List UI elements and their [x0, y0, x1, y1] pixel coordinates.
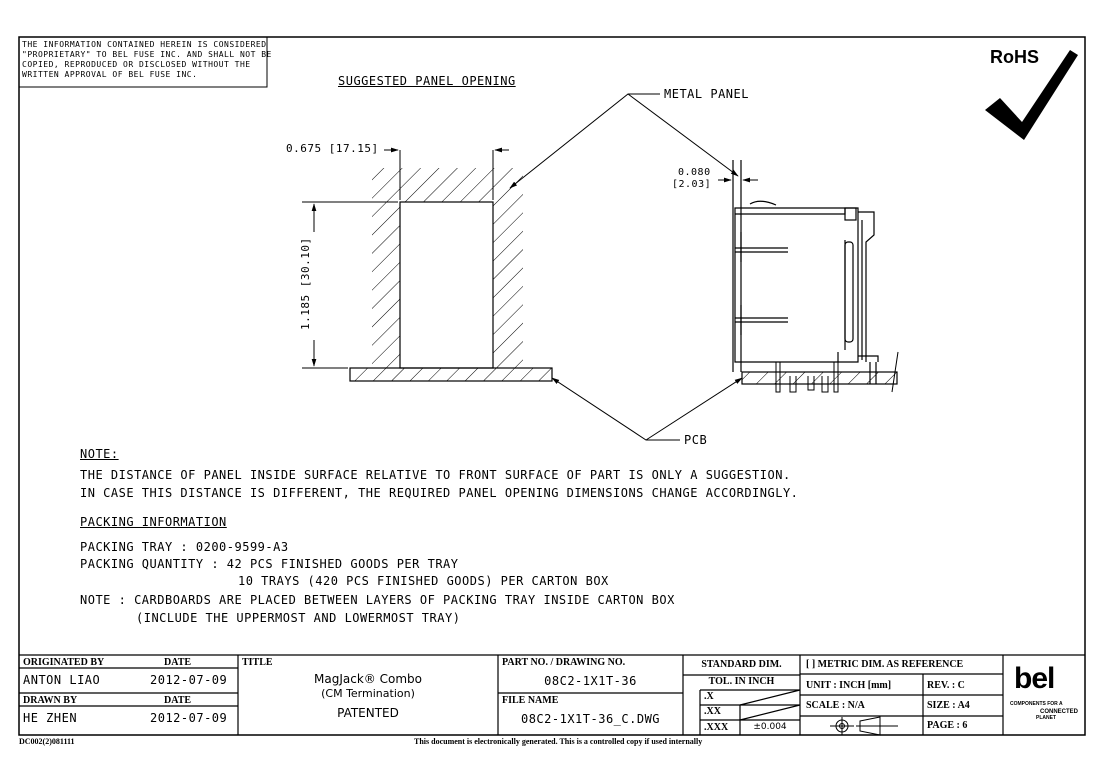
date-label: DATE [164, 695, 192, 706]
drawn-by: HE ZHEN [23, 711, 78, 725]
proprietary-line: "PROPRIETARY" TO BEL FUSE INC. AND SHALL NOT BE [22, 50, 272, 59]
proprietary-line: WRITTEN APPROVAL OF BEL FUSE INC. [22, 70, 198, 79]
file-name: 08C2-1X1T-36_C.DWG [520, 712, 661, 726]
thickness-dimension-mm: [2.03] [672, 179, 712, 190]
packing-line: 10 TRAYS (420 PCS FINISHED GOODS) PER CARTON BOX [238, 574, 609, 588]
bel-logo-text: bel [1014, 662, 1055, 695]
thickness-dimension-inch: 0.080 [678, 167, 711, 178]
tolerance-xxx: .XXX [704, 722, 729, 733]
proprietary-notice [22, 40, 272, 80]
pcb-label: PCB [684, 433, 708, 447]
projection-symbol-icon [830, 717, 898, 735]
packing-line: NOTE : CARDBOARDS ARE PLACED BETWEEN LAYERS OF PACKING TRAY INSIDE CARTON BOX [80, 593, 675, 607]
connector-side-view [735, 201, 878, 384]
panel-opening-title: SUGGESTED PANEL OPENING [338, 74, 516, 88]
proprietary-line: THE INFORMATION CONTAINED HEREIN IS CONSIDERED [22, 40, 267, 49]
footer-notice: This document is electronically generated. This is a controlled copy if used internally [414, 737, 703, 746]
title-label: TITLE [242, 657, 273, 668]
part-no-label: PART NO. / DRAWING NO. [502, 657, 626, 668]
proprietary-line: COPIED, REPRODUCED OR DISCLOSED WITHOUT THE [22, 60, 251, 69]
packing-line: (INCLUDE THE UPPERMOST AND LOWERMOST TRAY) [136, 611, 461, 625]
bel-tagline: CONNECTED [1040, 709, 1079, 715]
date-label: DATE [164, 657, 192, 668]
panel-left-hatch [372, 168, 400, 368]
tolerance-label: TOL. IN INCH [708, 676, 775, 687]
panel-top-hatch [400, 168, 493, 202]
sheet-border [19, 37, 1085, 735]
revision-field: REV. : C [927, 680, 965, 691]
packing-line: PACKING QUANTITY : 42 PCS FINISHED GOODS PER TRAY [80, 557, 459, 571]
size-field: SIZE : A4 [927, 700, 970, 711]
note-line: THE DISTANCE OF PANEL INSIDE SURFACE RELATIVE TO FRONT SURFACE OF PART IS ONLY A SUGGESTION. [80, 468, 791, 482]
tolerance-xx: .XX [704, 706, 721, 717]
form-code: DC002(2)081111 [19, 737, 75, 746]
height-dimension: 1.185 [30.10] [299, 237, 312, 330]
page-field: PAGE : 6 [927, 720, 968, 731]
title-line-1: MagJack® Combo [314, 672, 422, 686]
unit-field: UNIT : INCH [mm] [806, 680, 892, 691]
packing-heading: PACKING INFORMATION [80, 515, 227, 529]
standard-dim-label: STANDARD DIM. [701, 659, 782, 670]
bel-tagline: COMPONENTS FOR A [1010, 701, 1063, 707]
packing-line: PACKING TRAY : 0200-9599-A3 [80, 540, 289, 554]
title-line-3: PATENTED [337, 706, 399, 720]
metric-reference-note: [ ] METRIC DIM. AS REFERENCE [806, 659, 964, 670]
panel-right-hatch [493, 168, 523, 368]
drawn-date: 2012-07-09 [150, 711, 228, 725]
panel-opening [400, 202, 493, 368]
note-heading: NOTE: [80, 447, 119, 461]
width-dimension: 0.675 [17.15] [286, 142, 379, 155]
scale-field: SCALE : N/A [806, 700, 865, 711]
note-line: IN CASE THIS DISTANCE IS DIFFERENT, THE REQUIRED PANEL OPENING DIMENSIONS CHANGE ACCORDINGLY. [80, 486, 799, 500]
pcb-right [742, 372, 897, 384]
bel-tagline: PLANET [1036, 715, 1056, 721]
metal-panel-label: METAL PANEL [664, 87, 749, 101]
pcb-left [350, 368, 552, 381]
originated-date: 2012-07-09 [150, 673, 228, 687]
rohs-label: RoHS [990, 47, 1039, 67]
file-name-label: FILE NAME [502, 695, 559, 706]
originated-by-label: ORIGINATED BY [23, 657, 105, 668]
tolerance-xxx-value: ±0.004 [753, 722, 787, 732]
part-no: 08C2-1X1T-36 [544, 674, 637, 688]
tolerance-x: .X [704, 691, 714, 702]
drawn-by-label: DRAWN BY [23, 695, 78, 706]
title-line-2: (CM Termination) [321, 687, 415, 700]
originated-by: ANTON LIAO [23, 673, 101, 687]
